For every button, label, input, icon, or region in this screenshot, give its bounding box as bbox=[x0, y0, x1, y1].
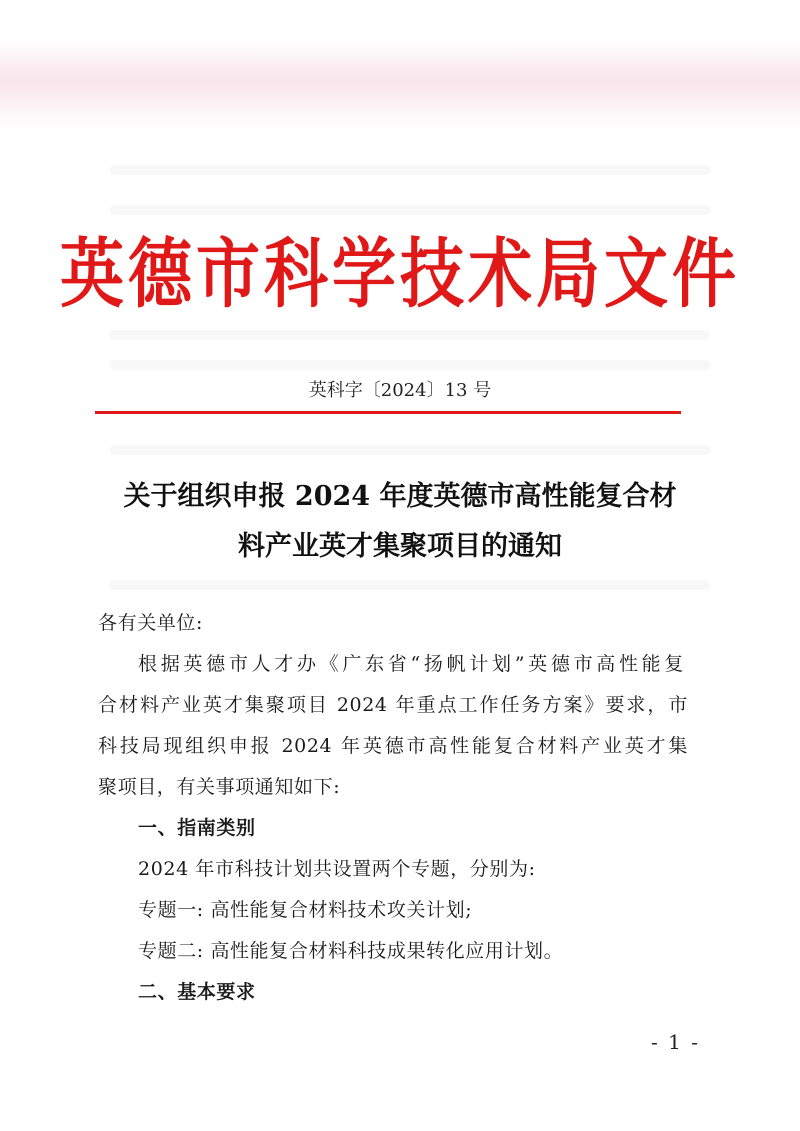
paragraph-line: 聚项目，有关事项通知如下: bbox=[98, 776, 341, 798]
notice-title-line-1: 关于组织申报 2024 年度英德市高性能复合材 bbox=[123, 481, 677, 512]
red-divider bbox=[95, 411, 681, 414]
bleed-through-line bbox=[110, 445, 710, 455]
paragraph-line: 根据英德市人才办《广东省“扬帆计划”英德市高性能复 bbox=[138, 653, 684, 675]
paragraph-line: 合材料产业英才集聚项目 2024 年重点工作任务方案》要求，市 bbox=[98, 694, 688, 716]
bleed-through-line bbox=[110, 360, 710, 370]
notice-title-line-2: 料产业英才集聚项目的通知 bbox=[238, 531, 562, 562]
page-number: - 1 - bbox=[651, 1030, 700, 1054]
bleed-through-line bbox=[110, 165, 710, 175]
bleed-through-line bbox=[110, 580, 710, 590]
topic-item-1: 专题一: 高性能复合材料技术攻关计划; bbox=[138, 899, 473, 921]
letterhead-title: 英德市科学技术局文件 bbox=[60, 231, 740, 320]
topic-item-2: 专题二: 高性能复合材料科技成果转化应用计划。 bbox=[138, 940, 564, 962]
paragraph-line: 科技局现组织申报 2024 年英德市高性能复合材料产业英才集 bbox=[98, 735, 688, 757]
document-number: 英科字〔2024〕13 号 bbox=[308, 380, 492, 401]
section-intro: 2024 年市科技计划共设置两个专题，分别为: bbox=[138, 858, 536, 880]
bleed-through-line bbox=[110, 330, 710, 340]
scan-band bbox=[0, 40, 800, 130]
section-heading-1: 一、指南类别 bbox=[138, 817, 256, 839]
salutation: 各有关单位: bbox=[98, 612, 204, 634]
section-heading-2: 二、基本要求 bbox=[138, 981, 256, 1003]
